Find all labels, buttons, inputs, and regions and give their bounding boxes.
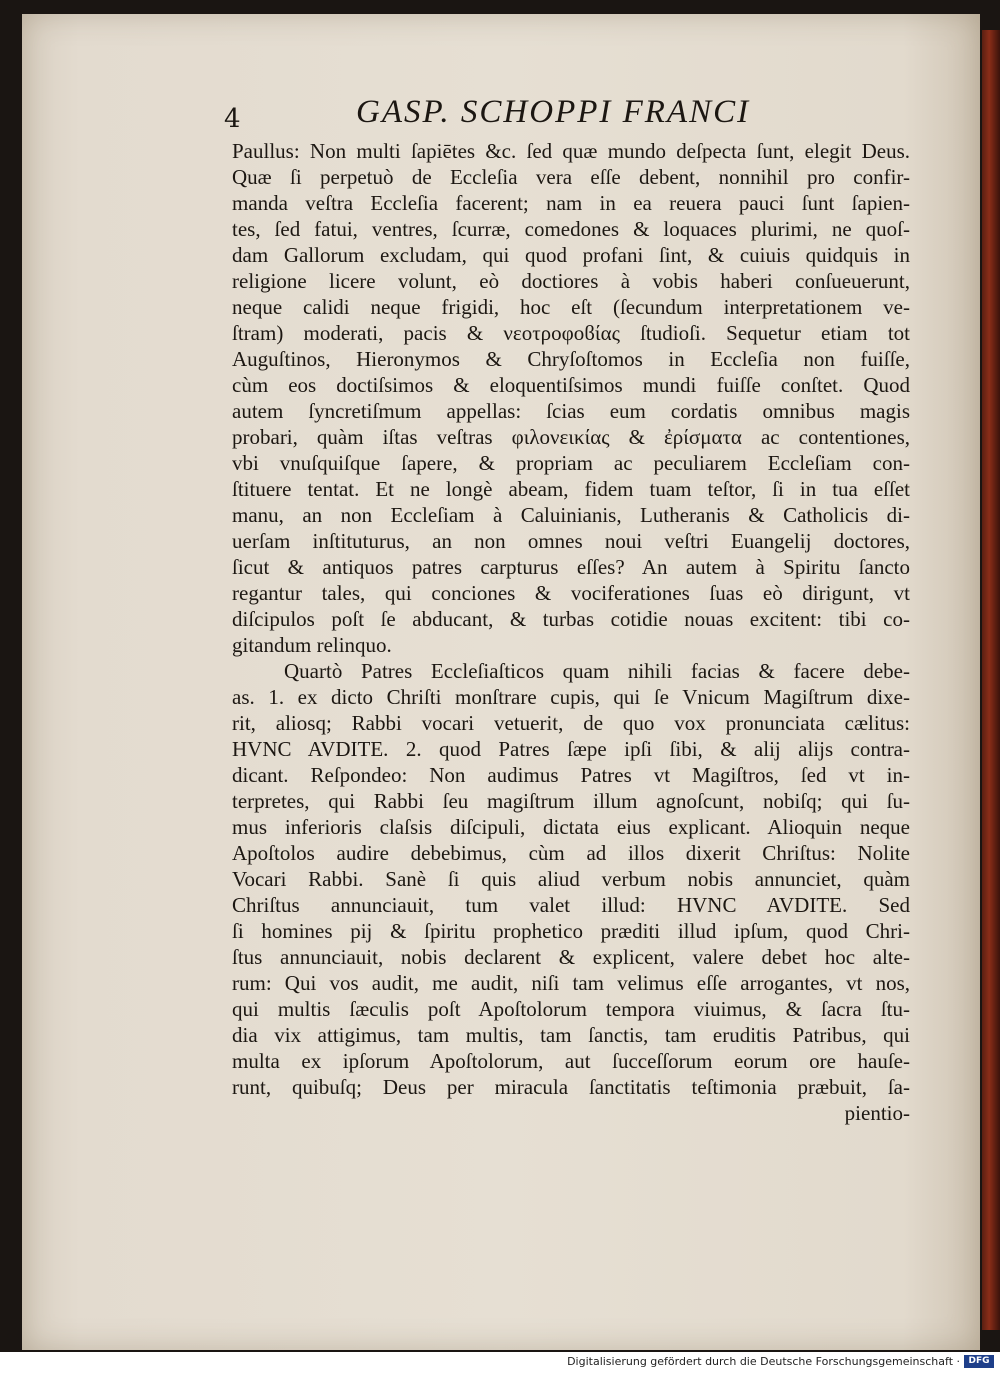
text-line: ſi homines pij & ſpiritu prophetico præditi illud ipſum, quod Chri-	[232, 919, 910, 943]
dfg-logo: DFG	[964, 1355, 994, 1368]
text-line: autem ſyncretiſmum appellas: ſcias eum cordatis omnibus magis	[232, 399, 910, 423]
text-line: mus inferioris claſsis diſcipuli, dictata eius explicant. Alioquin neque	[232, 815, 910, 839]
text-line: multa ex ipſorum Apoſtolorum, aut ſucceſſorum eorum ore hauſe-	[232, 1049, 910, 1073]
text-line: rum: Qui vos audit, me audit, niſi tam velimus eſſe arrogantes, vt nos,	[232, 971, 910, 995]
text-line: tes, ſed fatui, ventres, ſcurræ, comedones & loquaces plurimi, ne quoſ-	[232, 217, 910, 241]
text-line: ſtituere tentat. Et ne longè abeam, fidem tuam teſtor, ſi in tua eſſet	[232, 477, 910, 501]
footer-bar	[0, 1352, 1000, 1373]
text-line: qui multis ſæculis poſt Apoſtolorum tempora viuimus, & ſacra ſtu-	[232, 997, 910, 1021]
page-number: 4	[224, 104, 241, 134]
funding-credit: Digitalisierung gefördert durch die Deutsche Forschungsgemeinschaft ·	[567, 1355, 960, 1368]
text-line: rit, aliosq; Rabbi vocari vetuerit, de quo vox pronunciata cælitus:	[232, 711, 910, 735]
text-line: ſicut & antiquos patres carpturus eſſes? An autem à Spiritu ſancto	[232, 555, 910, 579]
text-line: diſcipulos poſt ſe abducant, & turbas cotidie nouas excitent: tibi co-	[232, 607, 910, 631]
text-line: HVNC AVDITE. 2. quod Patres ſæpe ipſi ſibi, & alij alijs contra-	[232, 737, 910, 761]
text-line: neque calidi neque frigidi, hoc eſt (ſecundum interpretationem ve-	[232, 295, 910, 319]
text-line: Quartò Patres Eccleſiaſticos quam nihili facias & facere debe-	[284, 659, 910, 683]
text-line: cùm eos doctiſsimos & eloquentiſsimos mundi fuiſſe conſtet. Quod	[232, 373, 910, 397]
text-line: runt, quibuſq; Deus per miracula ſanctitatis teſtimonia præbuit, ſa-	[232, 1075, 910, 1099]
catchword: pientio-	[844, 1101, 910, 1125]
text-line: Paullus: Non multi ſapiētes &c. ſed quæ mundo deſpecta ſunt, elegit Deus.	[232, 139, 910, 163]
text-line: dia vix attigimus, tam multis, tam ſanctis, tam eruditis Patribus, qui	[232, 1023, 910, 1047]
text-line: Apoſtolos audire debebimus, cùm ad illos dixerit Chriſtus: Nolite	[232, 841, 910, 865]
text-line: religione licere volunt, eò doctiores à vobis haberi conſueuerunt,	[232, 269, 910, 293]
text-line: dicant. Reſpondeo: Non audimus Patres vt Magiſtros, ſed vt in-	[232, 763, 910, 787]
text-line: dam Gallorum excludam, qui quod profani ſint, & cuiuis quidquis in	[232, 243, 910, 267]
text-line: vbi vnuſquiſque ſapere, & propriam ac peculiarem Eccleſiam con-	[232, 451, 910, 475]
body-text	[232, 138, 910, 1126]
text-line: uerſam inſtituturus, an non omnes noui veſtri Euangelij doctores,	[232, 529, 910, 553]
text-line: Quæ ſi perpetuò de Eccleſia vera eſſe debent, nonnihil pro confir-	[232, 165, 910, 189]
page-header	[0, 80, 1000, 134]
text-line: Vocari Rabbi. Sanè ſi quis aliud verbum nobis annunciet, quàm	[232, 867, 910, 891]
text-line: ſtram) moderati, pacis & νεοτροφοϐίας ſtudioſi. Sequetur etiam tot	[232, 321, 910, 345]
text-line: manu, an non Eccleſiam à Caluinianis, Lutheranis & Catholicis di-	[232, 503, 910, 527]
text-line: Chriſtus annunciauit, tum valet illud: HVNC AVDITE. Sed	[232, 893, 910, 917]
text-line: gitandum relinquo.	[232, 633, 392, 657]
text-line: terpretes, qui Rabbi ſeu magiſtrum illum agnoſcunt, nobiſq; qui ſu-	[232, 789, 910, 813]
text-line: probari, quàm iſtas veſtras φιλονεικίας & ἐρίσματα ac contentiones,	[232, 425, 910, 449]
text-line: as. 1. ex dicto Chriſti monſtrare cupis, qui ſe Vnicum Magiſtrum dixe-	[232, 685, 910, 709]
text-line: Auguſtinos, Hieronymos & Chryſoſtomos in Eccleſia non fuiſſe,	[232, 347, 910, 371]
running-head: GASP. SCHOPPI FRANCI	[356, 94, 751, 130]
text-line: regantur tales, qui conciones & vociferationes ſuas eò dirigunt, vt	[232, 581, 910, 605]
text-line: manda veſtra Eccleſia facerent; nam in ea reuera pauci ſunt ſapien-	[232, 191, 910, 215]
book-cover-edge	[982, 30, 1000, 1330]
text-line: ſtus annunciauit, nobis declarent & explicent, valere debet hoc alte-	[232, 945, 910, 969]
